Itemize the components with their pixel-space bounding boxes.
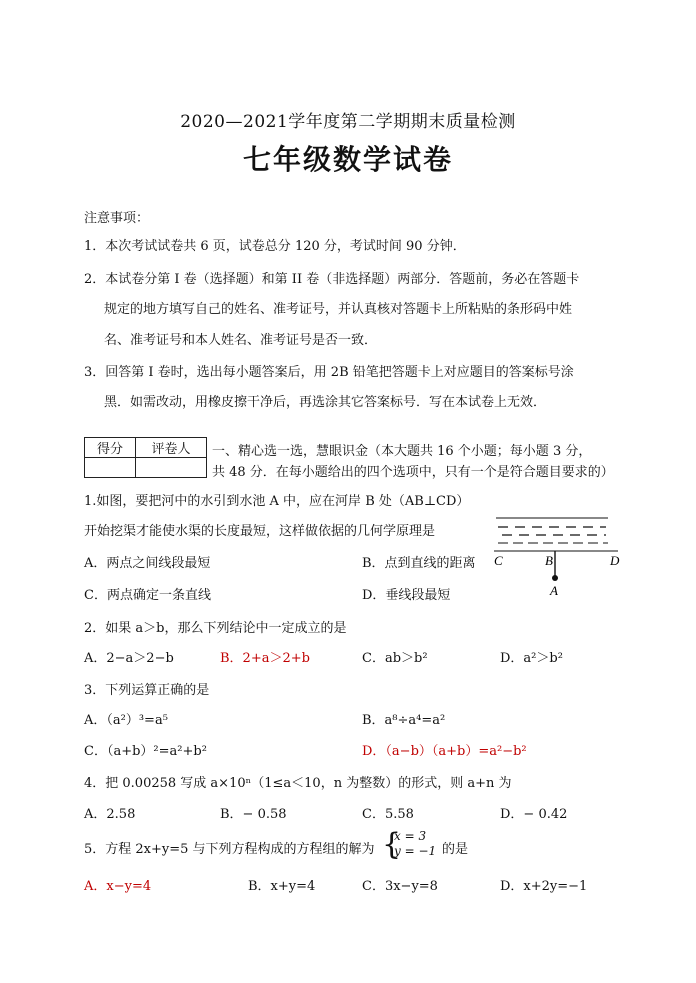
q5-system-eq-1: x = 3	[394, 829, 427, 843]
label-b: B	[545, 553, 553, 568]
q2-option-d: D．a²＞b²	[500, 651, 563, 666]
q5-stem-prefix: 5．方程 2x+y=5 与下列方程构成的方程组的解为	[84, 842, 375, 857]
q1-option-d: D．垂线段最短	[362, 588, 451, 603]
label-c: C	[494, 553, 503, 568]
exam-title: 七年级数学试卷	[242, 143, 453, 176]
q4-option-d: D．− 0.42	[500, 807, 568, 822]
q4-stem: 4．把 0.00258 写成 a×10ⁿ（1≤a＜10，n 为整数）的形式，则 a+n 为	[84, 776, 512, 791]
label-a: A	[550, 583, 558, 598]
q1-option-a: A．两点之间线段最短	[84, 556, 211, 571]
q2-option-c: C．ab＞b²	[362, 651, 428, 666]
section-instructions-line-1: 一、精心选一选，慧眼识金（本大题共 16 个小题；每小题 3 分，	[212, 444, 592, 459]
q4-option-a: A．2.58	[84, 807, 136, 822]
q3-option-a: A．（a²）³=a⁵	[84, 713, 168, 728]
section-instructions-line-2: 共 48 分．在每小题给出的四个选项中，只有一个是符合题目要求的）	[212, 465, 614, 480]
q5-system-brace: {	[382, 827, 402, 862]
pool-a-point	[552, 575, 558, 581]
score-cell	[85, 458, 136, 478]
note-2-line-2: 规定的地方填写自己的姓名、准考证号，并认真核对答题卡上所粘贴的条形码中姓	[104, 302, 573, 317]
q2-option-b: B．2+a＞2+b	[220, 651, 310, 666]
note-2-line-1: 2．本试卷分第 I 卷（选择题）和第 II 卷（非选择题）两部分．答题前，务必在答题卡	[84, 272, 580, 287]
q1-option-c: C．两点确定一条直线	[84, 588, 211, 603]
notes-heading: 注意事项：	[84, 211, 150, 226]
q1-stem-line-1: 1.如图，要把河中的水引到水池 A 中，应在河岸 B 处（AB⊥CD）	[84, 494, 470, 509]
q2-option-a: A．2−a＞2−b	[84, 651, 174, 666]
q3-option-b: B．a⁸÷a⁴=a²	[362, 713, 446, 728]
grader-cell	[136, 458, 207, 478]
q3-stem: 3．下列运算正确的是	[84, 683, 210, 698]
q5-option-a: A．x−y=4	[84, 879, 152, 894]
label-d: D	[610, 553, 620, 568]
q5-option-d: D．x+2y=−1	[500, 879, 588, 894]
q1-option-b: B．点到直线的距离	[362, 556, 476, 571]
note-2-line-3: 名、准考证号和本人姓名、准考证号是否一致．	[104, 333, 378, 348]
score-header: 得分	[85, 438, 136, 458]
q3-option-c: C．（a+b）²=a²+b²	[84, 744, 207, 759]
q5-stem-suffix: 的是	[442, 842, 469, 857]
q5-system-eq-2: y = −1	[394, 844, 437, 858]
q4-option-b: B．− 0.58	[220, 807, 287, 822]
grader-header: 评卷人	[136, 438, 207, 458]
note-3-line-2: 黑．如需改动，用橡皮擦干净后，再选涂其它答案标号．写在本试卷上无效．	[104, 395, 547, 410]
q1-stem-line-2: 开始挖渠才能使水渠的长度最短，这样做依据的几何学原理是	[84, 524, 436, 539]
q5-option-b: B．x+y=4	[248, 879, 316, 894]
q5-option-c: C．3x−y=8	[362, 879, 438, 894]
river-diagram	[490, 512, 630, 602]
score-table	[84, 437, 207, 478]
note-1: 1．本次考试试卷共 6 页，试卷总分 120 分，考试时间 90 分钟．	[84, 239, 466, 254]
q2-stem: 2．如果 a＞b，那么下列结论中一定成立的是	[84, 621, 347, 636]
note-3-line-1: 3．回答第 I 卷时，选出每小题答案后，用 2B 铅笔把答题卡上对应题目的答案标号涂	[84, 365, 574, 380]
exam-period-title: 2020—2021学年度第二学期期末质量检测	[180, 112, 516, 132]
q4-option-c: C．5.58	[362, 807, 414, 822]
q3-option-d: D．（a−b）（a+b）=a²−b²	[362, 744, 527, 759]
